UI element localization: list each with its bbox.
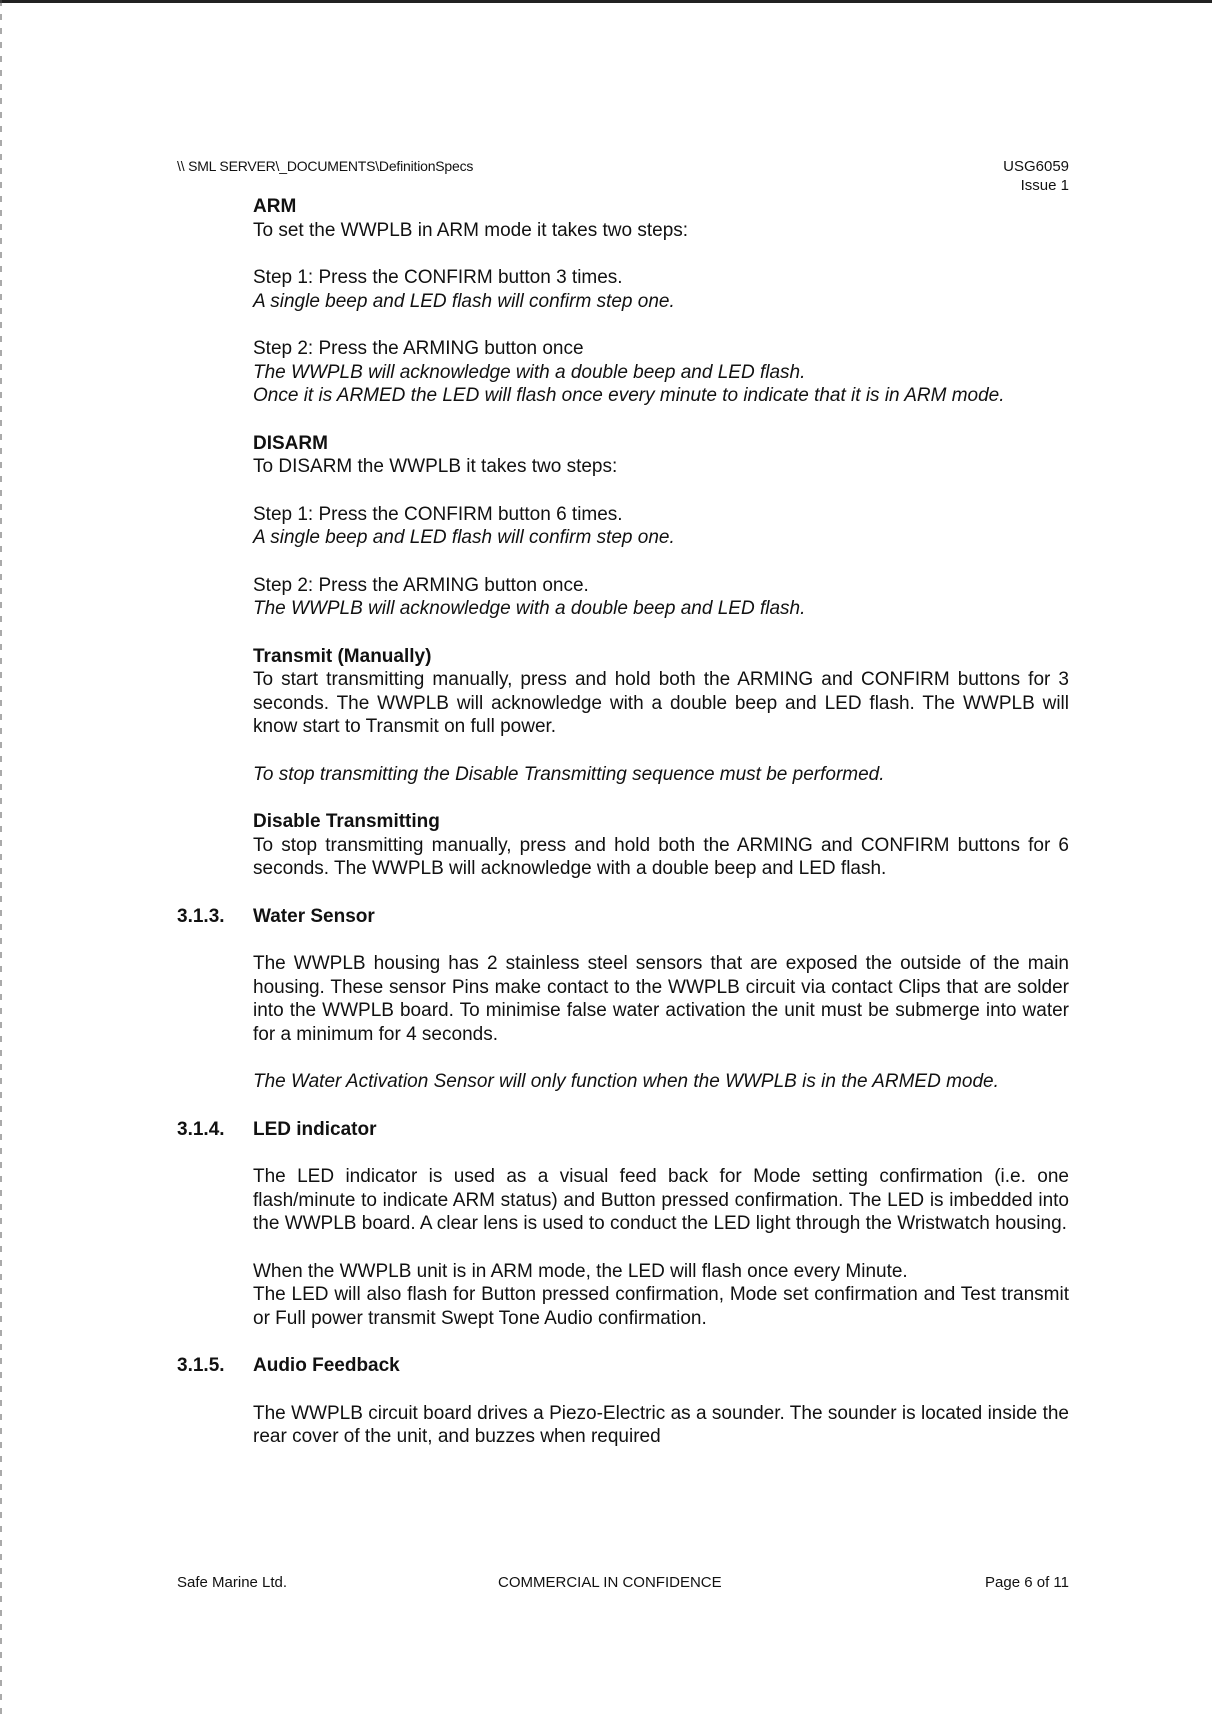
section-number: 3.1.3. bbox=[177, 905, 225, 927]
document-issue: Issue 1 bbox=[1020, 177, 1069, 194]
page-body bbox=[177, 195, 1069, 1449]
led-indicator-body: The LED indicator is used as a visual feed back for Mode setting confirmation (i.e. one flash/minute to indicate ARM status) and Button pressed confirmation. The LED is imbedded into the WWPLB board. A clear lens is used to conduct the LED light through the Wristwatch housing. bbox=[253, 1166, 1069, 1234]
footer-confidentiality: COMMERCIAL IN CONFIDENCE bbox=[498, 1574, 722, 1591]
audio-feedback-body: The WWPLB circuit board drives a Piezo-Electric as a sounder. The sounder is located inside the rear cover of the unit, and buzzes when required bbox=[253, 1402, 1069, 1447]
transmit-body: To start transmitting manually, press and hold both the ARMING and CONFIRM buttons for 3 seconds. The WWPLB will acknowledge with a double beep and LED flash. The WWPLB will know start to Transmit on full power. bbox=[253, 669, 1069, 737]
section-title: Audio Feedback bbox=[253, 1355, 400, 1376]
arm-step-1: Step 1: Press the CONFIRM button 3 times. bbox=[253, 267, 623, 288]
disarm-step-2-note: The WWPLB will acknowledge with a double beep and LED flash. bbox=[253, 598, 806, 619]
section-title: LED indicator bbox=[253, 1118, 377, 1140]
scan-border-top bbox=[0, 0, 1212, 3]
footer-company: Safe Marine Ltd. bbox=[177, 1574, 288, 1591]
section-led-indicator bbox=[177, 1118, 1069, 1142]
water-sensor-body: The WWPLB housing has 2 stainless steel sensors that are exposed the outside of the main housing. These sensor Pins make contact to the WWPLB circuit via contact Clips that are solder into the WWPLB board. To minimise false water activation the unit must be submerge into water for a minimum for 4 seconds. bbox=[253, 953, 1069, 1045]
disable-heading: Disable Transmitting bbox=[253, 811, 440, 832]
disarm-intro: To DISARM the WWPLB it takes two steps: bbox=[253, 456, 618, 477]
transmit-note: To stop transmitting the Disable Transmitting sequence must be performed. bbox=[253, 763, 885, 785]
document-id: USG6059 bbox=[1003, 158, 1069, 175]
arm-intro: To set the WWPLB in ARM mode it takes two steps: bbox=[253, 219, 689, 241]
page-number: Page 6 of 11 bbox=[985, 1574, 1069, 1591]
scan-border-left bbox=[0, 0, 2, 1722]
led-indicator-arm-note: When the WWPLB unit is in ARM mode, the LED will flash once every Minute. bbox=[253, 1260, 908, 1282]
arm-step-1-note: A single beep and LED flash will confirm step one. bbox=[253, 290, 675, 312]
arm-step-2: Step 2: Press the ARMING button once bbox=[253, 338, 584, 359]
section-number: 3.1.4. bbox=[177, 1118, 225, 1140]
water-sensor-note: The Water Activation Sensor will only function when the WWPLB is in the ARMED mode. bbox=[253, 1071, 999, 1092]
document-path: \\ SML SERVER\_DOCUMENTS\DefinitionSpecs bbox=[177, 158, 474, 174]
disarm-step-2: Step 2: Press the ARMING button once. bbox=[253, 574, 589, 596]
disarm-step-1: Step 1: Press the CONFIRM button 6 times. bbox=[253, 503, 623, 525]
section-water-sensor bbox=[177, 905, 1069, 929]
disarm-heading: DISARM bbox=[253, 432, 328, 454]
disable-body: To stop transmitting manually, press and hold both the ARMING and CONFIRM buttons for 6 seconds. The WWPLB will acknowledge with a double beep and LED flash. bbox=[253, 834, 1069, 879]
disarm-step-1-note: A single beep and LED flash will confirm step one. bbox=[253, 527, 675, 548]
arm-heading: ARM bbox=[253, 196, 297, 217]
arm-step-2-note: The WWPLB will acknowledge with a double beep and LED flash. bbox=[253, 361, 806, 383]
section-audio-feedback bbox=[177, 1354, 1069, 1378]
document-reference bbox=[1003, 157, 1069, 195]
led-indicator-flash-note: The LED will also flash for Button pressed confirmation, Mode set confirmation and Test transmit or Full power transmit Swept Tone Audio confirmation. bbox=[253, 1284, 1069, 1329]
arm-status-note: Once it is ARMED the LED will flash once every minute to indicate that it is in ARM mode. bbox=[253, 385, 1005, 406]
transmit-heading: Transmit (Manually) bbox=[253, 645, 432, 667]
section-number: 3.1.5. bbox=[177, 1355, 225, 1376]
section-title: Water Sensor bbox=[253, 905, 375, 927]
